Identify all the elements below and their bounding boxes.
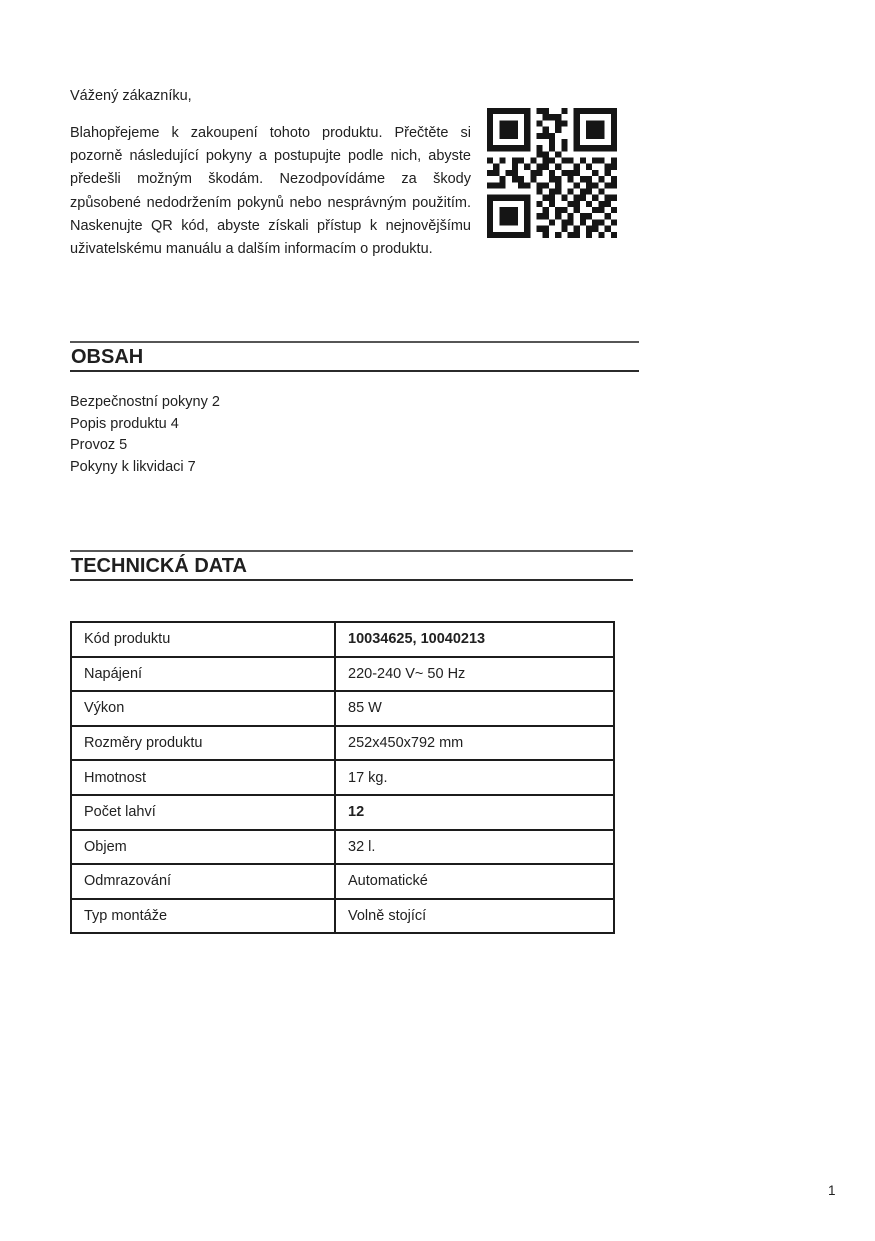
- toc-list: [70, 392, 220, 479]
- tech-row-value: Volně stojící: [335, 899, 614, 934]
- qr-code: [487, 108, 617, 238]
- section-heading-obsah: [70, 341, 639, 372]
- section-heading-technicka-data: [70, 550, 633, 581]
- tech-row-label: Počet lahví: [71, 795, 335, 830]
- technicka-data-title: TECHNICKÁ DATA: [71, 555, 247, 577]
- tech-table-row: [71, 864, 614, 899]
- tech-row-value: Automatické: [335, 864, 614, 899]
- page-number: 1: [828, 1183, 836, 1198]
- tech-row-label: Napájení: [71, 657, 335, 692]
- tech-table-row: [71, 657, 614, 692]
- tech-table-row: [71, 760, 614, 795]
- tech-table-row: [71, 726, 614, 761]
- tech-table-row: [71, 899, 614, 934]
- toc-item: Popis produktu 4: [70, 415, 179, 432]
- tech-row-label: Typ montáže: [71, 899, 335, 934]
- tech-row-label: Kód produktu: [71, 622, 335, 657]
- tech-table-row: [71, 830, 614, 865]
- tech-row-label: Výkon: [71, 691, 335, 726]
- toc-item: Pokyny k likvidaci 7: [70, 459, 196, 476]
- tech-row-label: Hmotnost: [71, 760, 335, 795]
- toc-item: Bezpečnostní pokyny 2: [70, 394, 220, 410]
- tech-row-value: 252x450x792 mm: [335, 726, 614, 761]
- tech-row-label: Rozměry produktu: [71, 726, 335, 761]
- intro-paragraph: Blahopřejeme k zakoupení tohoto produktu. Přečtěte si pozorně následující pokyny a postupujte podle nich, abyste předešli možným škodám. Nezodpovídáme za škody způsobené nedodržením pokynů nebo nesprávným použitím. Naskenujte QR kód, abyste získali přístup k nejnovějšímu uživatelskému manuálu a dalším informacím o produktu.: [70, 125, 471, 258]
- tech-row-label: Odmrazování: [71, 864, 335, 899]
- qr-code-svg: [487, 108, 617, 238]
- tech-row-value: 220-240 V~ 50 Hz: [335, 657, 614, 692]
- greeting-text: Vážený zákazníku,: [70, 88, 192, 104]
- tech-row-value: 17 kg.: [335, 760, 614, 795]
- tech-row-value: 10034625, 10040213: [335, 622, 614, 657]
- tech-row-label: Objem: [71, 830, 335, 865]
- tech-table-row: [71, 795, 614, 830]
- tech-row-value: 32 l.: [335, 830, 614, 865]
- toc-item: Provoz 5: [70, 437, 128, 454]
- tech-data-table: [70, 621, 615, 934]
- tech-row-value: 85 W: [335, 691, 614, 726]
- tech-table-body: [71, 622, 614, 933]
- tech-row-value: 12: [335, 795, 614, 830]
- obsah-title: OBSAH: [71, 346, 144, 368]
- tech-table-row: [71, 691, 614, 726]
- tech-table-row: [71, 622, 614, 657]
